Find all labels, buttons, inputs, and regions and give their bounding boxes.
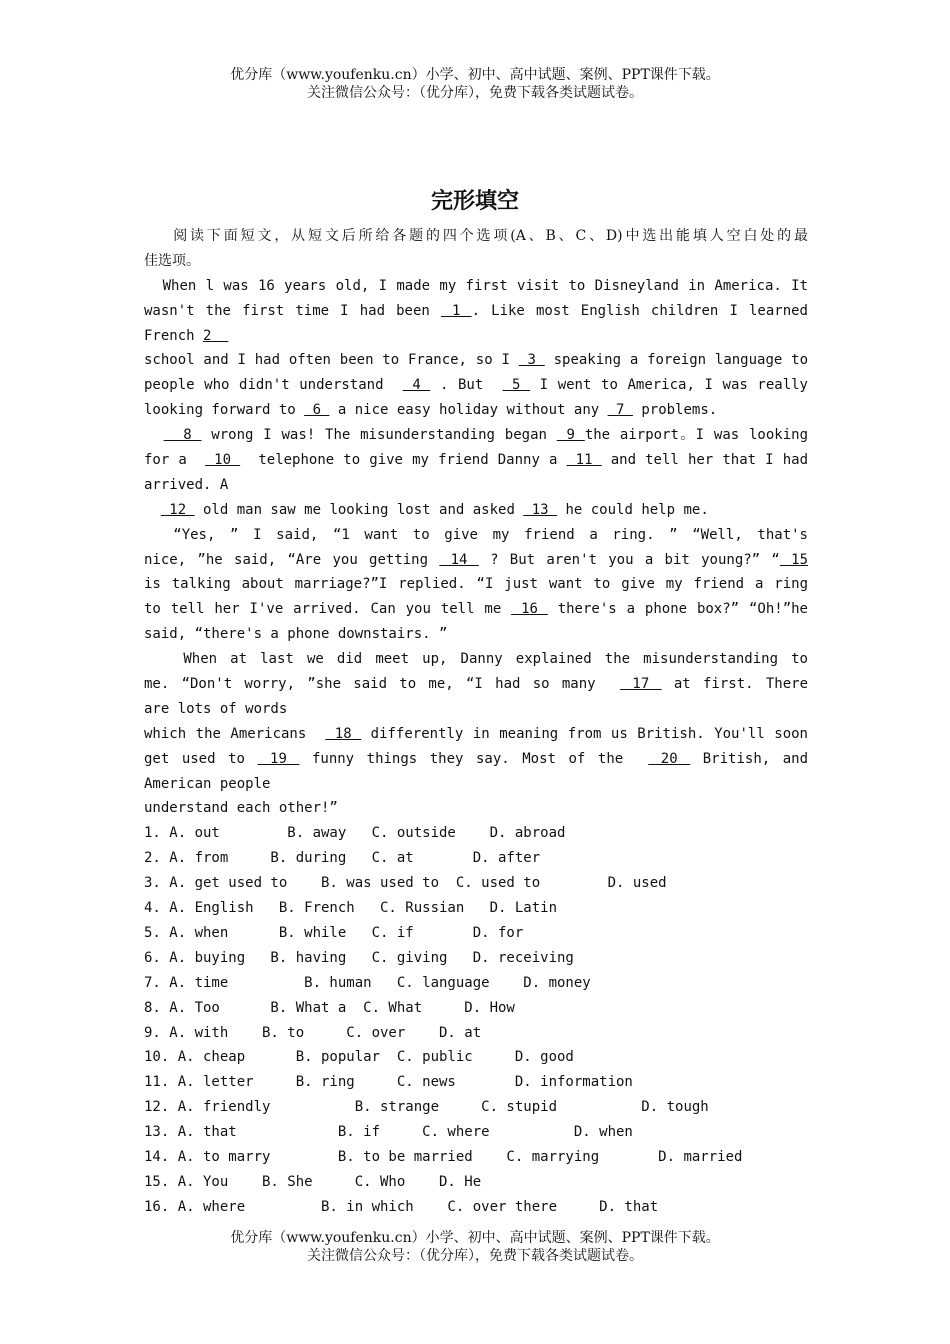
text-segment: school and I had often been to France, so I <box>144 352 519 369</box>
text-segment: French <box>144 327 204 344</box>
text-line <box>144 747 808 772</box>
text-segment: differently in meaning from us British. You'll soon <box>361 725 808 742</box>
text-segment: people who didn't understand <box>144 377 403 394</box>
blank-number: 7 <box>607 402 633 419</box>
text-segment: American people <box>144 775 271 792</box>
text-segment: ? But aren't you a bit young?” “ <box>478 551 780 568</box>
text-line <box>144 274 808 299</box>
text-line <box>144 523 808 548</box>
blank-number: 12 <box>160 501 195 518</box>
text-segment: 16. A. where B. in which C. over there D. that <box>144 1198 659 1215</box>
text-segment: 3. A. get used to B. was used to C. used to D. used <box>144 875 667 892</box>
footer-line-2: 关注微信公众号：（优分库），免费下载各类试题试卷。 <box>307 1248 643 1264</box>
text-segment: “Yes, ” I said, “1 want to give my friend a ring. ” “Well, that's <box>144 526 808 543</box>
text-segment: When l was 16 years old, I made my first visit to Disneyland in America. It <box>144 277 808 294</box>
text-segment: he could help me. <box>557 501 709 518</box>
text-segment: and tell her that I had <box>601 452 808 469</box>
text-line <box>144 548 808 573</box>
header-line-2: 关注微信公众号：（优分库），免费下载各类试题试卷。 <box>307 85 643 101</box>
text-segment: 13. A. that B. if C. where D. when <box>144 1124 633 1141</box>
text-segment <box>144 427 164 443</box>
text-line <box>144 1045 808 1070</box>
blank-number: 20 <box>648 750 691 767</box>
passage-and-options <box>144 224 808 1220</box>
blank-number: 17 <box>620 676 662 693</box>
text-segment: 9. A. with B. to C. over D. at <box>144 1024 482 1041</box>
text-segment: looking forward to <box>144 402 305 419</box>
text-segment: are lots of words <box>144 700 288 717</box>
text-line <box>144 622 808 647</box>
blank-number: 9 <box>556 427 585 444</box>
text-segment: 11. A. letter B. ring C. news D. information <box>144 1074 633 1091</box>
text-segment: is talking about marriage?”I replied. “I just want to give my friend a ring <box>144 576 808 593</box>
text-line <box>144 722 808 747</box>
text-segment: 4. A. English B. French C. Russian D. Latin <box>144 900 558 917</box>
blank-number: 18 <box>325 725 362 742</box>
blank-number: 4 <box>402 377 431 394</box>
text-segment: old man saw me looking lost and asked <box>194 501 524 518</box>
page-footer <box>0 1229 950 1265</box>
text-line <box>144 1195 808 1220</box>
text-line <box>144 1095 808 1120</box>
text-segment: 12. A. friendly B. strange C. stupid D. tough <box>144 1099 709 1116</box>
text-line <box>144 796 808 821</box>
blank-number: 11 <box>566 452 602 469</box>
blank-number: 3 <box>518 352 545 369</box>
text-segment: British, and <box>690 750 808 767</box>
blank-number: 2 <box>203 327 229 344</box>
text-segment: the airport。I was looking <box>584 427 808 444</box>
text-segment: problems. <box>632 402 718 419</box>
text-segment: 阅读下面短文，从短文后所给各题的四个选项(A、B、C、D)中选出能填人空白处的最 <box>144 228 808 244</box>
text-line <box>144 921 808 946</box>
text-segment: 1. A. out B. away C. outside D. abroad <box>144 825 566 842</box>
text-line <box>144 299 808 324</box>
text-segment: funny things they say. Most of the <box>299 750 649 767</box>
text-segment: 佳选项。 <box>144 252 200 269</box>
text-line <box>144 324 808 349</box>
text-segment: there's a phone box?” “Oh!”he <box>547 601 808 618</box>
text-segment: a nice easy holiday without any <box>329 402 608 419</box>
text-line <box>144 423 808 448</box>
text-line <box>144 672 808 697</box>
text-segment: 7. A. time B. human C. language D. money <box>144 974 591 991</box>
text-segment: nice, ”he said, “Are you getting <box>144 551 440 568</box>
text-line <box>144 896 808 921</box>
text-line <box>144 1170 808 1195</box>
blank-number: 14 <box>439 551 479 568</box>
page-header <box>0 66 950 102</box>
text-line <box>144 498 808 523</box>
text-segment: me. “Don't worry, ”she said to me, “I had so many <box>144 676 621 693</box>
text-segment: arrived. A <box>144 476 229 493</box>
text-segment: 15. A. You B. She C. Who D. He <box>144 1173 482 1190</box>
blank-number: 16 <box>511 601 548 618</box>
text-line <box>144 647 808 672</box>
text-line <box>144 846 808 871</box>
text-line <box>144 473 808 498</box>
text-segment: which the Americans <box>144 725 326 742</box>
text-segment: . But <box>430 377 503 394</box>
blank-number: 15 <box>779 551 808 568</box>
text-line <box>144 821 808 846</box>
text-segment: 5. A. when B. while C. if D. for <box>144 924 524 941</box>
text-line <box>144 1120 808 1145</box>
page-title: 完形填空 <box>430 189 519 214</box>
text-line <box>144 448 808 473</box>
text-segment: get used to <box>144 750 258 767</box>
text-segment: 10. A. cheap B. popular C. public D. good <box>144 1049 574 1066</box>
text-segment: 14. A. to marry B. to be married C. marrying D. married <box>144 1148 743 1165</box>
text-segment: 6. A. buying B. having C. giving D. receiving <box>144 949 574 966</box>
text-segment: for a <box>144 452 206 469</box>
text-segment: said, “there's a phone downstairs. ” <box>144 626 448 643</box>
text-segment: telephone to give my friend Danny a <box>240 452 567 469</box>
text-line <box>144 224 808 249</box>
text-line <box>144 996 808 1021</box>
text-line <box>144 572 808 597</box>
blank-number: 13 <box>523 501 558 518</box>
text-line <box>144 249 808 274</box>
text-segment: wrong I was! The misunderstanding began <box>201 427 557 444</box>
text-segment: at first. There <box>661 676 808 693</box>
text-line <box>144 1145 808 1170</box>
text-line <box>144 871 808 896</box>
blank-number: 8 <box>163 427 202 444</box>
blank-number: 19 <box>257 750 300 767</box>
text-line <box>144 971 808 996</box>
text-line <box>144 1021 808 1046</box>
text-segment: I went to America, I was really <box>530 377 808 394</box>
text-segment: wasn't the first time I had been <box>144 302 441 319</box>
footer-line-1: 优分库（www.youfenku.cn）小学、初中、高中试题、案例、PPT课件下载。 <box>230 1230 720 1246</box>
text-segment: speaking a foreign language to <box>544 352 808 369</box>
text-line <box>144 1070 808 1095</box>
text-line <box>144 348 808 373</box>
text-segment: to tell her I've arrived. Can you tell me <box>144 601 512 618</box>
blank-number: 6 <box>304 402 330 419</box>
text-line <box>144 373 808 398</box>
text-line <box>144 946 808 971</box>
text-line <box>144 398 808 423</box>
text-line <box>144 772 808 797</box>
blank-number: 1 <box>440 302 472 319</box>
header-line-1: 优分库（www.youfenku.cn）小学、初中、高中试题、案例、PPT课件下载。 <box>230 67 720 83</box>
text-segment: 2. A. from B. during C. at D. after <box>144 850 541 867</box>
text-segment: When at last we did meet up, Danny explained the misunderstanding to <box>144 651 808 668</box>
text-segment: understand each other!” <box>144 800 338 817</box>
blank-number: 5 <box>502 377 531 394</box>
text-line <box>144 597 808 622</box>
text-line <box>144 697 808 722</box>
text-segment: 8. A. Too B. What a C. What D. How <box>144 999 515 1016</box>
blank-number: 10 <box>205 452 241 469</box>
text-segment: . Like most English children I learned <box>471 302 808 319</box>
text-segment <box>144 502 161 518</box>
